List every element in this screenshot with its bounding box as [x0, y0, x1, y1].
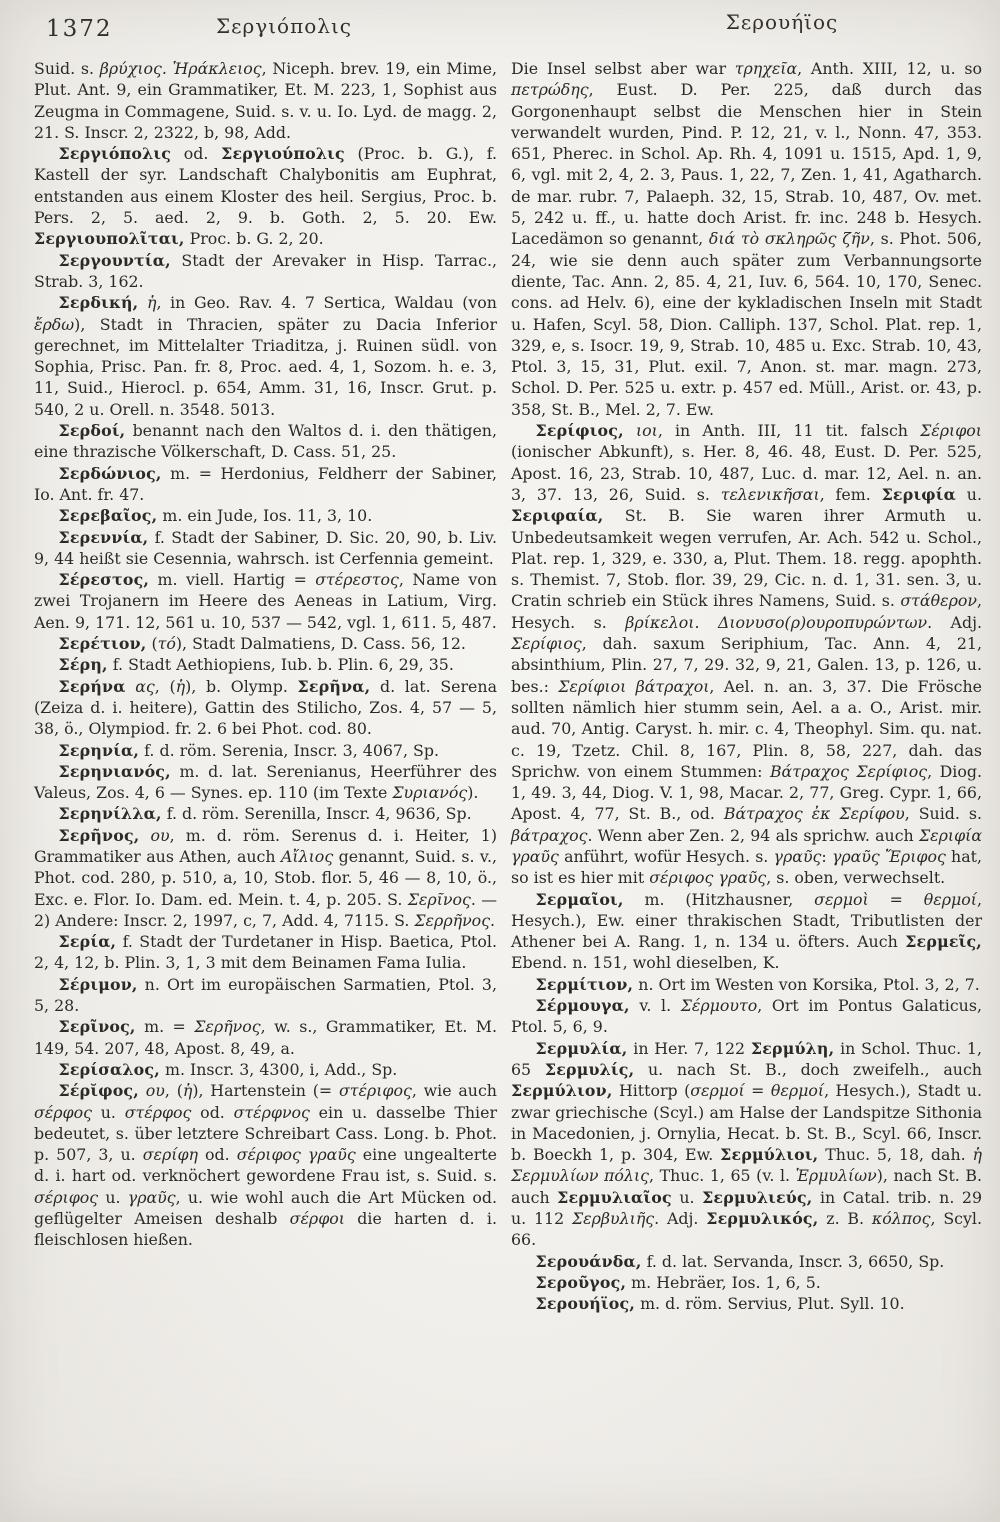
dictionary-entry: Σεργουντία, Stadt der Arevaker in Hisp. Tarrac., Strab. 3, 162.: [34, 250, 497, 291]
continuation-paragraph: Die Insel selbst aber war τρηχεῖα, Anth. XIII, 12, u. so πετρώδης, Eust. D. Per. 225, daß durch das Gorgonenhaupt selbst die Menschen hier in Stein verwandelt wurden, Pind. P. 12, 21, v. l., Nonn. 47, 353. 651, Pherec. in Schol. Ap. Rh. 4, 1091 u. 1515, Apd. 1, 9, 6, vgl. mit 2, 4, 2. 3, Paus. 1, 22, 7, Zen. 1, 41, Agatharch. de mar. rubr. 7, Palaeph. 32, 15, Strab. 10, 487, Ov. met. 5, 242 u. ff., u. hatte doch Arist. fr. inc. 248 b. Hesych. Lacedämon so genannt, διά τὸ σκληρῶς ζῆν, s. Phot. 506, 24, wie sie denn auch später zum Verbannungsorte diente, Tac. Ann. 2, 85. 4, 21, Iuv. 6, 564. 10, 170, Senec. cons. ad Helv. 6), eine der kykladischen Inseln mit Stadt u. Hafen, Scyl. 58, Dion. Calliph. 137, Schol. Plat. rep. 1, 329, e, s. Isocr. 19, 9, Strab. 10, 485 u. Exc. Strab. 10, 43, Ptol. 3, 15, 31, Plut. exil. 7, Anon. st. mar. magn. 273, Schol. D. Per. 525 u. extr. p. 457 ed. Müll., Arist. or. 43, p. 358, St. B., Mel. 2, 7. Ew.: [511, 59, 983, 419]
dictionary-entry: Σερεννία, f. Stadt der Sabiner, D. Sic. 20, 90, b. Liv. 9, 44 heißt sie Cesennia, wahrsch. ist Cerfennia gemeint.: [34, 527, 497, 568]
dictionary-entry: Σερουάνδα, f. d. lat. Servanda, Inscr. 3, 6650, Sp.: [535, 1251, 945, 1271]
dictionary-entry: Σερεβαῖος, m. ein Jude, Ios. 11, 3, 10.: [58, 506, 373, 526]
dictionary-entry: Σερῆνος, ου, m. d. röm. Serenus d. i. Heiter, 1) Grammatiker aus Athen, auch Αἴλιος genannt, Suid. s. v., Phot. cod. 280, p. 510, a, 10, Stob. flor. 5, 46 — 8, 10, ö., Exc. e. Flor. Io. Dam. ed. Mein. t. 4, p. 205. S. Σερῖνος. — 2) Andere: Inscr. 2, 1997, c, 7, Add. 4, 7115. S. Σερρῆνος.: [34, 825, 497, 930]
dictionary-entry: Σέρμουγα, v. l. Σέρμουτο, Ort im Pontus Galaticus, Ptol. 5, 6, 9.: [511, 996, 982, 1037]
dictionary-entry: Σερδοί, benannt nach den Waltos d. i. den thätigen, eine thrazische Völkerschaft, D. Cass. 51, 25.: [34, 421, 497, 462]
dictionary-entry: Σερδική, ἡ, in Geo. Rav. 4. 7 Sertica, Waldau (von ἔρδω), Stadt in Thracien, später zu Dacia Inferior gerechnet, im Mittelalter Triaditza, j. Ruinen südl. von Sophia, Prisc. Pan. fr. 8, Proc. aed. 4, 1, Sozom. h. e. 3, 11, Suid., Hierocl. p. 654, Amm. 31, 16, Inscr. Grut. p. 540, 2 u. Orell. n. 3548. 5013.: [34, 293, 497, 419]
dictionary-entry: Σερηνία, f. d. röm. Serenia, Inscr. 3, 4067, Sp.: [58, 740, 439, 760]
dictionary-entry: Σερμυλία, in Her. 7, 122 Σερμύλη, in Schol. Thuc. 1, 65 Σερμυλίς, u. nach St. B., doch zweifelh., auch Σερμύλιον, Hittorp (σερμοί = θερμοί, Hesych.), Stadt u. zwar griechische (Scyl.) am Halse der Landspitze Sithonia in Macedonien, j. Ornylia, Hecat. b. St. B., Scyl. 66, Inscr. b. Boeckh 1, p. 304, Ew. Σερμύλιοι, Thuc. 5, 18, dah. ἡ Σερμυλίων πόλις, Thuc. 1, 65 (v. l. Ἑρμυλίων), nach St. B. auch Σερμυλιαῖος u. Σερμυλιεύς, in Catal. trib. n. 29 u. 112 Σερβυλιῆς. Adj. Σερμυλικός, z. B. κόλπος, Scyl. 66.: [511, 1038, 983, 1250]
dictionary-entry: Σερδώνιος, m. = Herdonius, Feldherr der Sabiner, Io. Ant. fr. 47.: [34, 463, 497, 504]
dictionary-entry: Σερμαῖοι, m. (Hitzhausner, σερμοὶ = θερμοί, Hesych.), Ew. einer thrakischen Stadt, Tributlisten der Athener bei A. Rang. 1, n. 134 u. öfters. Auch Σερμεῖς, Ebend. n. 151, wohl dieselben, K.: [511, 889, 982, 973]
running-head-left: Σεργιόπολις: [216, 14, 352, 38]
dictionary-entry: Σέρῐφος, ου, (ἡ), Hartenstein (= στέριφος, wie auch σέρφος u. στέρφος od. στέρφνος ein u. dasselbe Thier bedeutet, s. über letztere Schreibart Cass. Long. b. Phot. p. 507, 3, u. σερίφη od. σέριφος γραῦς eine ungealterte d. i. hart od. verknöchert gewordene Frau ist, s. Suid. s. σέριφος u. γραῦς, u. wie wohl auch die Art Mücken od. geflügelter Ameisen deshalb σέρφοι die harten d. i. fleischlosen hießen.: [34, 1081, 498, 1250]
dictionary-entry: Σέρη, f. Stadt Aethiopiens, Iub. b. Plin. 6, 29, 35.: [58, 655, 454, 675]
dictionary-entry: Σερμίτιον, n. Ort im Westen von Korsika, Ptol. 3, 2, 7.: [535, 974, 980, 994]
scan-speckle: [926, 178, 931, 181]
dictionary-entry: Σερίφιος, ιοι, in Anth. III, 11 tit. falsch Σέριφοι (ionischer Abkunft), s. Her. 8, 46. 48, Eust. D. Per. 525, Apost. 16, 23, Strab. 10, 487, Luc. d. mar. 12, Ael. n. an. 3, 37. 13, 26, Suid. s. τελενικῆσαι, fem. Σεριφία u. Σεριφαία, St. B. Sie waren ihrer Armuth u. Unbedeutsamkeit wegen verrufen, Ar. Ach. 542 u. Schol., Plat. rep. 1, 329, e. 330, a, Plut. Them. 18. regg. apophth. s. Themist. 7, Stob. flor. 39, 29, Cic. n. d. 1, 31. sen. 3, u. Cratin schrieb ein Stück ihres Namens, Suid. s. στάθερον, Hesych. s. βρίκελοι. Διονυσο(ρ)ουροπυρώντων. Adj. Σερίφιος, dah. saxum Seriphium, Tac. Ann. 4, 21, absinthium, Plin. 27, 7, 29. 32, 9, 21, Galen. 13, p. 126, u. bes.: Σερίφιοι βάτραχοι, Ael. n. an. 3, 37. Die Frösche sollten nämlich hier stumm sein, Ael. a a. O., Arist. mir. aud. 70, Antig. Caryst. h. mir. c. 4, Theophyl. Sim. qu. nat. c. 19, Tzetz. Chil. 8, 167, Plin. 8, 58, 227, dah. das Sprichw. von einem Stummen: Βάτραχος Σερίφιος, Diog. 1, 49. 3, 44, Diog. V. 1, 98, Macar. 2, 77, Greg. Cypr. 1, 66, Apost. 4, 77, St. B., od. Βάτραχος ἐκ Σερίφου, Suid. s. βάτραχος. Wenn aber Zen. 2, 94 als sprichw. auch Σεριφία γραῦς anführt, wofür Hesych. s. γραῦς: γραῦς Ἔριφος hat, so ist es hier mit σέριφος γραῦς, s. oben, verwechselt.: [511, 421, 983, 888]
dictionary-entry: Σεροῦγος, m. Hebräer, Ios. 1, 6, 5.: [535, 1272, 821, 1292]
scan-speckle: [488, 304, 491, 307]
dictionary-entry: Σερέτιον, (τό), Stadt Dalmatiens, D. Cass. 56, 12.: [58, 634, 466, 654]
running-header: [34, 10, 982, 58]
dictionary-entry: Σερήνα ας, (ἡ), b. Olymp. Σερῆνα, d. lat. Serena (Zeiza d. i. heitere), Gattin des Stilicho, Zos. 4, 57 — 5, 38, ö., Olympiod. fr. 2. 6 bei Phot. cod. 80.: [34, 676, 497, 739]
text-columns: [34, 58, 982, 1315]
continuation-paragraph: Suid. s. βρύχιος. Ἡράκλειος, Niceph. brev. 19, ein Mime, Plut. Ant. 9, ein Grammatiker, Et. M. 223, 1, Sophist aus Zeugma in Commagene, Suid. s. v. u. Io. Lyd. de magg. 2, 21. S. Inscr. 2, 2322, b, 98, Add.: [34, 59, 498, 142]
dictionary-entry: Σέριμον, n. Ort im europäischen Sarmatien, Ptol. 3, 5, 28.: [34, 974, 497, 1016]
dictionary-entry: Σερίσαλος, m. Inscr. 3, 4300, i, Add., Sp.: [58, 1059, 398, 1079]
dictionary-entry: Σερῖνος, m. = Σερῆνος, w. s., Grammatiker, Et. M. 149, 54. 207, 48, Apost. 8, 49, a.: [34, 1017, 497, 1058]
dictionary-entry: Σέρεστος, m. viell. Hartig = στέρεστος, Name von zwei Trojanern im Heere des Aeneas in Latium, Virg. Aen. 9, 171. 12, 561 u. 10, 537 — 542, vgl. 1, 611. 5, 487.: [34, 570, 497, 632]
dictionary-entry: Σερία, f. Stadt der Turdetaner in Hisp. Baetica, Ptol. 2, 4, 12, b. Plin. 3, 1, 3 mit dem Beinamen Fama Iulia.: [34, 932, 497, 973]
column-left: [34, 58, 497, 1251]
dictionary-entry: Σερηνιανός, m. d. lat. Serenianus, Heerführer des Valeus, Zos. 4, 6 — Synes. ep. 110 (im Texte Συριανός).: [34, 761, 497, 803]
column-right: [511, 58, 982, 1315]
dictionary-entry: Σερουήϊος, m. d. röm. Servius, Plut. Syll. 10.: [535, 1294, 905, 1314]
running-head-right: Σερουήϊος: [725, 10, 839, 34]
page-number: 1372: [46, 16, 113, 42]
dictionary-entry: Σερηνίλλα, f. d. röm. Serenilla, Inscr. 4, 9636, Sp.: [58, 804, 472, 824]
dictionary-entry: Σεργιόπολις od. Σεργιούπολις (Proc. b. G.), f. Kastell der syr. Landschaft Chalybonitis am Euphrat, entstanden aus einem Kloster des heil. Sergius, Proc. b. Pers. 2, 5. aed. 2, 9. b. Goth. 2, 5. 20. Ew. Σεργιουπολῖται, Proc. b. G. 2, 20.: [34, 144, 498, 249]
